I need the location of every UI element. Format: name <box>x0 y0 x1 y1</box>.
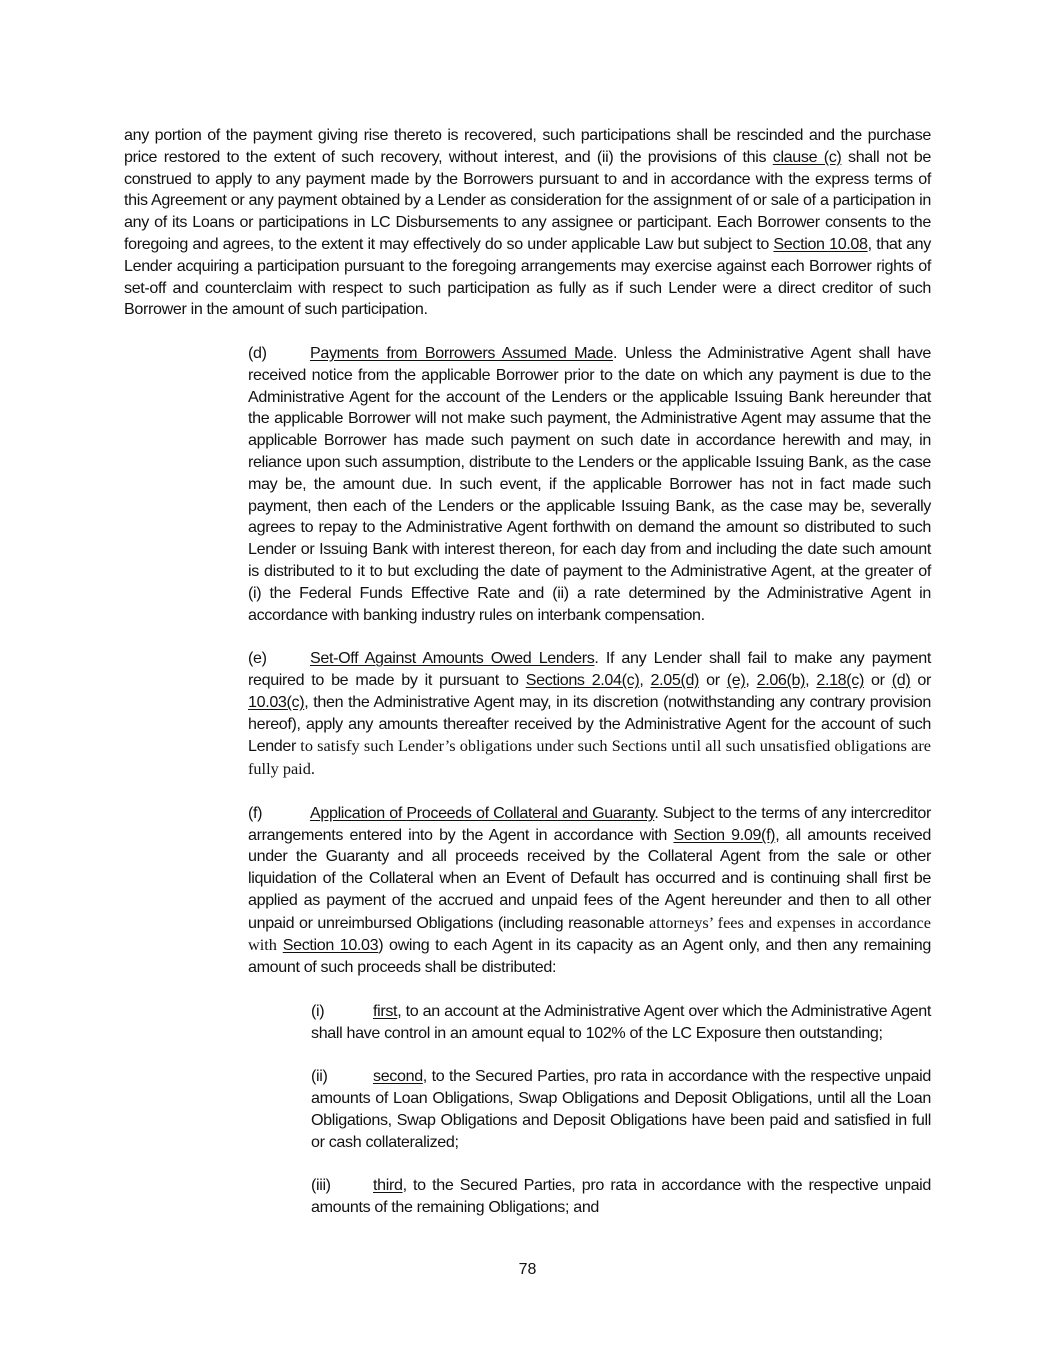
item-number: (i) <box>311 1001 325 1020</box>
text: , that any Lender acquiring a participation pursuant to the foregoing arrangements may exercise against each Borrower rights of set-off and counterclaim with respect to such participation as fully as if such Lender were a direct creditor of such Borrower in the amount of such participation. <box>124 234 931 319</box>
separator: or <box>910 670 932 689</box>
item-number: (ii) <box>311 1067 328 1086</box>
text: shall not be construed to apply to any payment made by the Borrowers pursuant to and in accordance with the express terms of this Agreement or any payment obtained by a Lender as consideration for the assignment of or sale of a participation in any of its Loans or participations in LC Disbursements to any assignee or participant. Each Borrower consents to the foregoing and agrees, to the extent it may effectively do so under applicable Law but subject to <box>124 147 931 253</box>
text: any portion of the payment giving rise thereto is recovered, such participations shall be rescinded and the purchase price restored to the extent of such recovery, without interest, and (ii) the provisions of this <box>124 126 931 166</box>
section-number: (f) <box>248 803 263 822</box>
section-heading: Payments from Borrowers Assumed Made <box>310 343 613 362</box>
section-number: (e) <box>248 649 267 668</box>
section-text: attorneys’ fees and expenses in accordance with <box>248 912 931 955</box>
section-number: (d) <box>248 343 267 362</box>
cross-reference: Sections 2.04(c) <box>525 670 640 689</box>
cross-reference: 2.18(c) <box>816 670 864 689</box>
cross-reference: (e) <box>726 670 746 689</box>
item-text: , to an account at the Administrative Agent over which the Administrative Agent shall have control in an amount equal to 102% of the LC Exposure then outstanding; <box>311 1001 931 1042</box>
document-body <box>124 125 931 1241</box>
section-text: . Subject to the terms of any intercreditor arrangements entered into by the Agent in accordance with <box>248 803 931 844</box>
section-d <box>124 343 931 626</box>
section-text: ) owing to each Agent in its capacity as an Agent only, and then any remaining amount of such proceeds shall be distributed: <box>248 936 931 977</box>
separator: or <box>863 670 892 689</box>
cross-reference: 2.05(d) <box>650 670 700 689</box>
separator: , <box>639 670 651 689</box>
section-text: , all amounts received under the Guaranty and all proceeds received by the Collateral Agent from the sale or other liquidation of the Collateral when an Event of Default has occurred and is continuing shall first be applied as payment of the accrued and unpaid fees of the Agent hereunder and then to all other unpaid or unreimbursed Obligations (including reasonable <box>248 825 931 932</box>
section-text: . Unless the Administrative Agent shall have received notice from the applicable Borrower prior to the date on which any payment is due to the Administrative Agent for the account of the Lenders or the applicable Issuing Bank hereunder that the applicable Borrower will not make such payment, the Administrative Agent may assume that the applicable Borrower has made such payment on such date in accordance herewith and may, in reliance upon such assumption, distribute to the Lenders or the applicable Issuing Bank, as the case may be, the amount due. In such event, if the applicable Borrower has not in fact made such payment, then each of the Lenders or the applicable Issuing Bank, as the case may be, severally agrees to repay to the Administrative Agent forthwith on demand the amount so distributed to such Lender or Issuing Bank with interest thereon, for each day from and including the date such amount is distributed to it to but excluding the date of payment to the Administrative Agent, at the greater of (i) the Federal Funds Effective Rate and (ii) a rate determined by the Administrative Agent in accordance with banking industry rules on interbank compensation. <box>248 343 931 624</box>
cross-reference: 10.03(c) <box>248 692 305 711</box>
section-e <box>124 648 931 781</box>
cross-reference: clause (c) <box>772 147 842 166</box>
item-i <box>187 1001 931 1045</box>
section-f <box>124 803 931 979</box>
section-heading: Application of Proceeds of Collateral and Guaranty <box>310 803 655 822</box>
item-text: , to the Secured Parties, pro rata in accordance with the respective unpaid amounts of the remaining Obligations; and <box>311 1176 931 1217</box>
cross-reference: Section 10.08 <box>773 234 868 253</box>
item-heading: third <box>373 1176 403 1195</box>
cross-reference: (d) <box>891 670 911 689</box>
cross-reference: 2.06(b) <box>756 670 806 689</box>
item-text: , to the Secured Parties, pro rata in accordance with the respective unpaid amounts of Loan Obligations, Swap Obligations and Deposit Obligations, until all the Loan Obligations, Swap Obligations and Deposit Obligations have been paid and satisfied in full or cash collateralized; <box>311 1067 931 1151</box>
section-text: . If any Lender shall fail to make any payment required to be made by it pursuant to <box>248 649 931 689</box>
separator: or <box>699 670 727 689</box>
item-number: (iii) <box>311 1176 331 1195</box>
item-heading: second <box>373 1067 423 1086</box>
paragraph-continuation <box>124 125 931 321</box>
separator: , <box>805 670 817 689</box>
cross-reference: Section 10.03 <box>282 936 379 955</box>
section-text: , then the Administrative Agent may, in its discretion (notwithstanding any contrary provision hereof), apply any amounts thereafter received by the Administrative Agent for the account of such Lender <box>248 692 931 756</box>
item-heading: first <box>373 1001 398 1020</box>
item-iii <box>187 1175 931 1219</box>
separator: , <box>745 670 757 689</box>
cross-reference: Section 9.09(f) <box>673 825 776 844</box>
item-ii <box>187 1066 931 1153</box>
section-heading: Set-Off Against Amounts Owed Lenders <box>310 649 595 668</box>
section-text: to satisfy such Lender’s obligations under such Sections until all such unsatisfied obligations are fully paid. <box>248 736 931 779</box>
page-number: 78 <box>518 1261 537 1278</box>
